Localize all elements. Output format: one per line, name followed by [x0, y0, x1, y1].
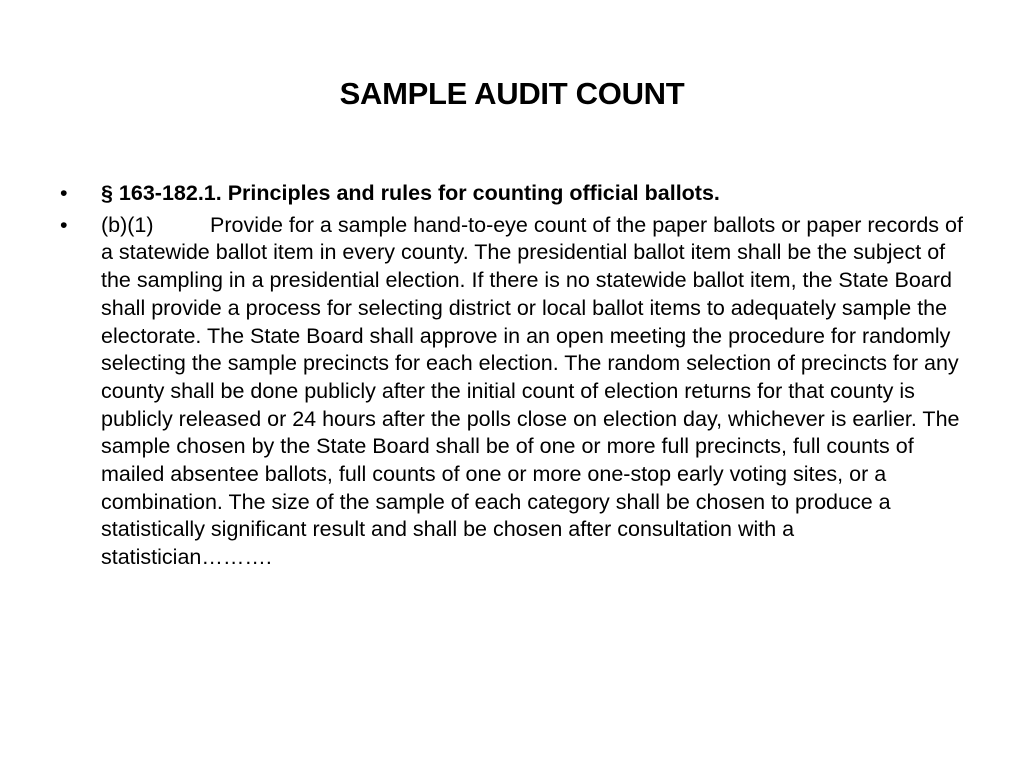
statute-heading: § 163-182.1. Principles and rules for counting official ballots. [101, 181, 720, 205]
bullet-list [60, 180, 970, 576]
bullet-dot-icon: • [60, 181, 68, 205]
slide-title: SAMPLE AUDIT COUNT [339, 76, 685, 111]
bullet-item-statute [60, 180, 970, 208]
provision-label: (b)(1) [101, 212, 154, 237]
provision-text: Provide for a sample hand-to-eye count of the paper ballots or paper records of a statewide ballot item in every county. The presidential ballot item shall be the subject of the sampling in a presidential election. If there is no statewide ballot item, the State Board shall provide a process for selecting district or local ballot items to adequately sample the electorate. The State Board shall approve in an open meeting the procedure for randomly selecting the sample precincts for each election. The random selection of precincts for any county shall be done publicly after the initial count of election returns for that county is publicly released or 24 hours after the polls close on election day, whichever is earlier. The sample chosen by the State Board shall be of one or more full precincts, full counts of mailed absentee ballots, full counts of one or more one-stop early voting sites, or a combination. The size of the sample of each category shall be chosen to produce a statistically significant result and shall be chosen after consultation with a statistician………. [101, 212, 963, 570]
bullet-item-provision [60, 212, 970, 572]
bullet-dot-icon: • [60, 212, 68, 237]
